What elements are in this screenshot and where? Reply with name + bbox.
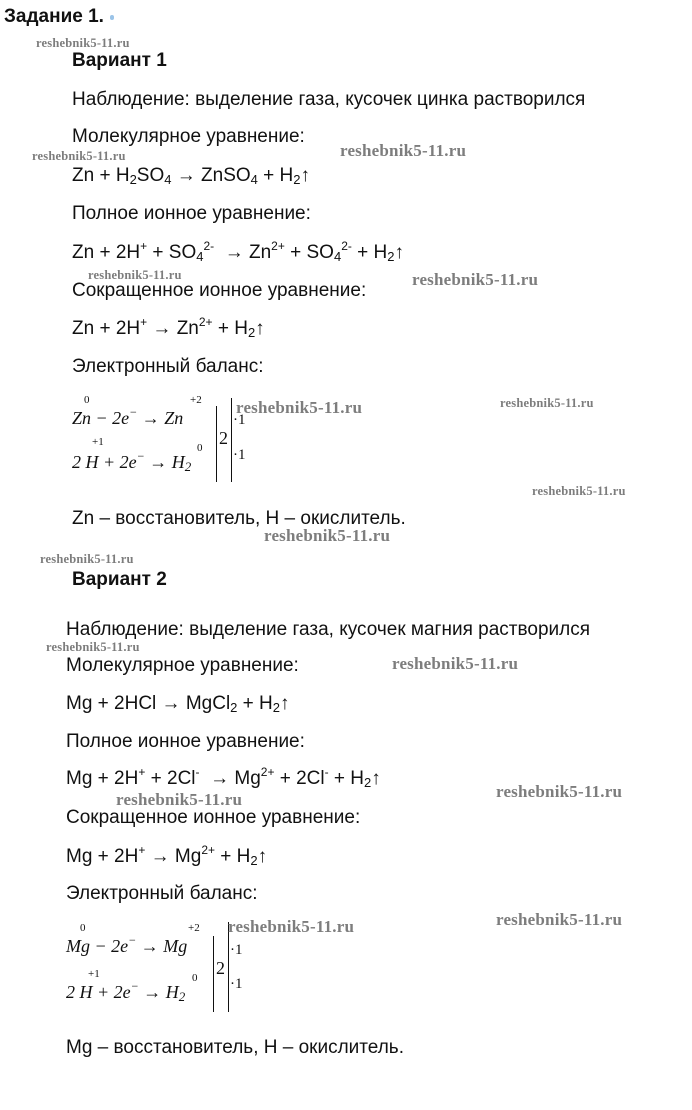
task-title: Задание 1. bbox=[4, 6, 114, 28]
watermark: reshebnik5-11.ru bbox=[36, 36, 130, 50]
ox-state: 0 bbox=[192, 972, 198, 984]
balance-coef: ·1 bbox=[230, 976, 243, 992]
watermark: reshebnik5-11.ru bbox=[88, 268, 182, 282]
variant1-conclusion: Zn – восстановитель, H – окислитель. bbox=[72, 508, 406, 529]
watermark: reshebnik5-11.ru bbox=[496, 782, 623, 801]
balance-row-hydrogen: 2 $H + 2e^- \to H_2$ bbox=[66, 979, 186, 1004]
balance-divider bbox=[231, 398, 232, 482]
balance-coef: ·1 bbox=[233, 447, 246, 463]
ox-state: 0 bbox=[80, 922, 86, 934]
balance-coef: ·1 bbox=[230, 942, 243, 958]
balance-row-metal: Zn − 2e− → Zn bbox=[72, 405, 184, 428]
ox-state: 0 bbox=[84, 394, 90, 406]
variant1-full-equation: $Zn + 2H^+ + SO_4^{2-} \to Zn^{2+} + SO_4^{2-}$ + $H_2↑$ bbox=[72, 239, 404, 264]
watermark: reshebnik5-11.ru bbox=[228, 917, 355, 936]
variant2-conclusion: Mg – восстановитель, H – окислитель. bbox=[66, 1037, 404, 1058]
balance-lcm: 2 bbox=[219, 428, 228, 448]
watermark: reshebnik5-11.ru bbox=[496, 910, 623, 929]
variant2-full-label: Полное ионное уравнение: bbox=[66, 731, 305, 752]
variant1-short-label: Сокращенное ионное уравнение: bbox=[72, 280, 367, 301]
variant2-mol-label: Молекулярное уравнение: bbox=[66, 655, 299, 676]
balance-lcm: 2 bbox=[216, 958, 225, 978]
ox-state: 0 bbox=[197, 442, 203, 454]
watermark: reshebnik5-11.ru bbox=[40, 552, 134, 566]
watermark: reshebnik5-11.ru bbox=[236, 398, 363, 417]
balance-row-metal: Mg − 2e− → Mg bbox=[66, 933, 188, 956]
watermark: reshebnik5-11.ru bbox=[340, 141, 467, 160]
variant1-short-equation: $Zn + 2H^+ \to Zn^{2+}$ + $H_2↑$ bbox=[72, 315, 265, 340]
small-dot-icon bbox=[110, 15, 114, 20]
balance-row-hydrogen: 2 $H + 2e^- \to H_2$ bbox=[72, 449, 192, 474]
watermark: reshebnik5-11.ru bbox=[532, 484, 626, 498]
variant2-balance-label: Электронный баланс: bbox=[66, 883, 258, 904]
variant2-observation: Наблюдение: выделение газа, кусочек магния растворился bbox=[66, 619, 591, 640]
variant1-heading: Вариант 1 bbox=[72, 50, 167, 71]
variant1-observation: Наблюдение: выделение газа, кусочек цинка растворился bbox=[72, 89, 586, 110]
variant2-short-label: Сокращенное ионное уравнение: bbox=[66, 807, 361, 828]
variant1-balance-label: Электронный баланс: bbox=[72, 356, 264, 377]
variant2-full-equation: $Mg + 2H^+ + 2Cl^- \to Mg^{2+} + 2Cl^-$ + $H_2↑$ bbox=[66, 765, 381, 790]
balance-divider bbox=[216, 406, 217, 482]
balance-divider bbox=[213, 936, 214, 1012]
variant1-mol-label: Молекулярное уравнение: bbox=[72, 126, 305, 147]
balance-coef: ·1 bbox=[233, 412, 246, 428]
ox-state: +1 bbox=[92, 436, 104, 448]
watermark: reshebnik5-11.ru bbox=[46, 640, 140, 654]
watermark: reshebnik5-11.ru bbox=[412, 270, 539, 289]
ox-state: +2 bbox=[190, 394, 202, 406]
ox-state: +2 bbox=[188, 922, 200, 934]
watermark: reshebnik5-11.ru bbox=[32, 149, 126, 163]
watermark: reshebnik5-11.ru bbox=[392, 654, 519, 673]
variant2-mol-equation: Mg + 2HCl → MgCl$_2$ + $H_2↑$ bbox=[66, 693, 290, 715]
watermark: reshebnik5-11.ru bbox=[116, 790, 243, 809]
ox-state: +1 bbox=[88, 968, 100, 980]
watermark: reshebnik5-11.ru bbox=[264, 526, 391, 545]
watermark: reshebnik5-11.ru bbox=[500, 396, 594, 410]
variant1-mol-equation: $Zn + H_2SO_4$ → ZnSO$_4$ + $H_2↑$ bbox=[72, 165, 311, 187]
variant2-heading: Вариант 2 bbox=[72, 569, 167, 590]
variant2-short-equation: $Mg + 2H^+ \to Mg^{2+}$ + $H_2↑$ bbox=[66, 843, 268, 868]
variant1-full-label: Полное ионное уравнение: bbox=[72, 203, 311, 224]
